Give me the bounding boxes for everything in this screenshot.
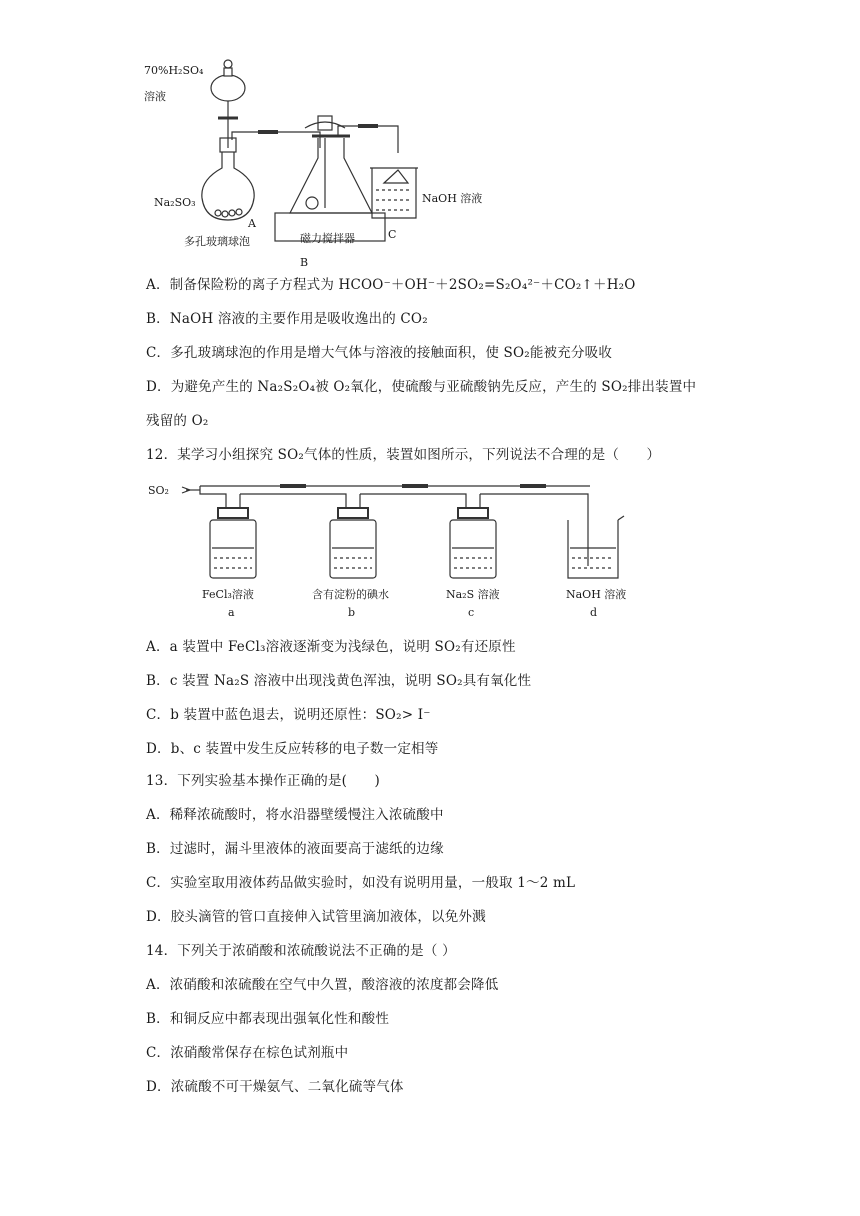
label-na2s: Na₂S 溶液 [446, 588, 500, 601]
flask-a [202, 152, 254, 220]
label-c: C [388, 228, 397, 241]
q12-stem: 12．某学习小组探究 SO₂气体的性质，装置如图所示，下列说法不合理的是（ ） [146, 447, 661, 463]
label-acid: 70%H₂SO₄ [144, 64, 204, 77]
conical-flask-b [290, 138, 372, 213]
apparatus-figure-1 [140, 8, 500, 270]
label-b: B [300, 256, 309, 269]
bottle-b [330, 520, 376, 578]
letter-d: d [590, 606, 598, 619]
label-bubble: 多孔玻璃球泡 [184, 235, 250, 248]
q11-option-a: A．制备保险粉的离子方程式为 HCOO⁻＋OH⁻＋2SO₂=S₂O₄²⁻＋CO₂↑＋H₂O [146, 277, 636, 293]
label-acid-solution: 溶液 [144, 90, 166, 103]
q11-option-d: D．为避免产生的 Na₂S₂O₄被 O₂氧化，使硫酸与亚硫酸钠先反应，产生的 SO₂排出装置中 [146, 379, 697, 395]
label-iodine: 含有淀粉的碘水 [312, 588, 389, 601]
q12-option-c: C．b 装置中蓝色退去，说明还原性：SO₂> I⁻ [146, 707, 431, 723]
letter-a: a [228, 606, 235, 619]
letter-b: b [348, 606, 356, 619]
q12-option-d: D．b、c 装置中发生反应转移的电子数一定相等 [146, 741, 439, 757]
beaker-d [568, 520, 618, 578]
bottle-c [450, 520, 496, 578]
q13-option-a: A．稀释浓硫酸时，将水沿器壁缓慢注入浓硫酸中 [146, 807, 444, 823]
separatory-funnel [211, 75, 245, 101]
label-stirrer: 磁力搅拌器 [300, 232, 355, 245]
label-a: A [248, 217, 256, 230]
q12-option-b: B．c 装置 Na₂S 溶液中出现浅黄色浑浊，说明 SO₂具有氧化性 [146, 673, 532, 689]
q14-option-d: D．浓硫酸不可干燥氨气、二氧化硫等气体 [146, 1079, 404, 1095]
q13-option-b: B．过滤时，漏斗里液体的液面要高于滤纸的边缘 [146, 841, 444, 857]
q11-option-c: C．多孔玻璃球泡的作用是增大气体与溶液的接触面积，使 SO₂能被充分吸收 [146, 345, 613, 361]
label-naoh-d: NaOH 溶液 [566, 588, 627, 601]
q14-option-b: B．和铜反应中都表现出强氧化性和酸性 [146, 1011, 390, 1027]
q13-option-c: C．实验室取用液体药品做实验时，如没有说明用量，一般取 1～2 mL [146, 875, 576, 891]
letter-c: c [468, 606, 475, 619]
q11-option-b: B．NaOH 溶液的主要作用是吸收逸出的 CO₂ [146, 311, 428, 327]
apparatus-figure-2 [140, 476, 640, 624]
label-fecl3: FeCl₃溶液 [202, 588, 254, 601]
q14-stem: 14．下列关于浓硝酸和浓硫酸说法不正确的是（ ） [146, 943, 456, 959]
q12-option-a: A．a 装置中 FeCl₃溶液逐渐变为浅绿色，说明 SO₂有还原性 [146, 639, 516, 655]
q11-option-d-cont: 残留的 O₂ [146, 413, 209, 429]
bottle-a [210, 520, 256, 578]
q14-option-a: A．浓硝酸和浓硫酸在空气中久置，酸溶液的浓度都会降低 [146, 977, 499, 993]
q14-option-c: C．浓硝酸常保存在棕色试剂瓶中 [146, 1045, 349, 1061]
q13-option-d: D．胶头滴管的管口直接伸入试管里滴加液体，以免外溅 [146, 909, 486, 925]
label-na2so3: Na₂SO₃ [154, 196, 196, 209]
label-so2: SO₂ [148, 484, 169, 497]
label-naoh: NaOH 溶液 [422, 192, 483, 205]
q13-stem: 13．下列实验基本操作正确的是( ) [146, 773, 381, 789]
